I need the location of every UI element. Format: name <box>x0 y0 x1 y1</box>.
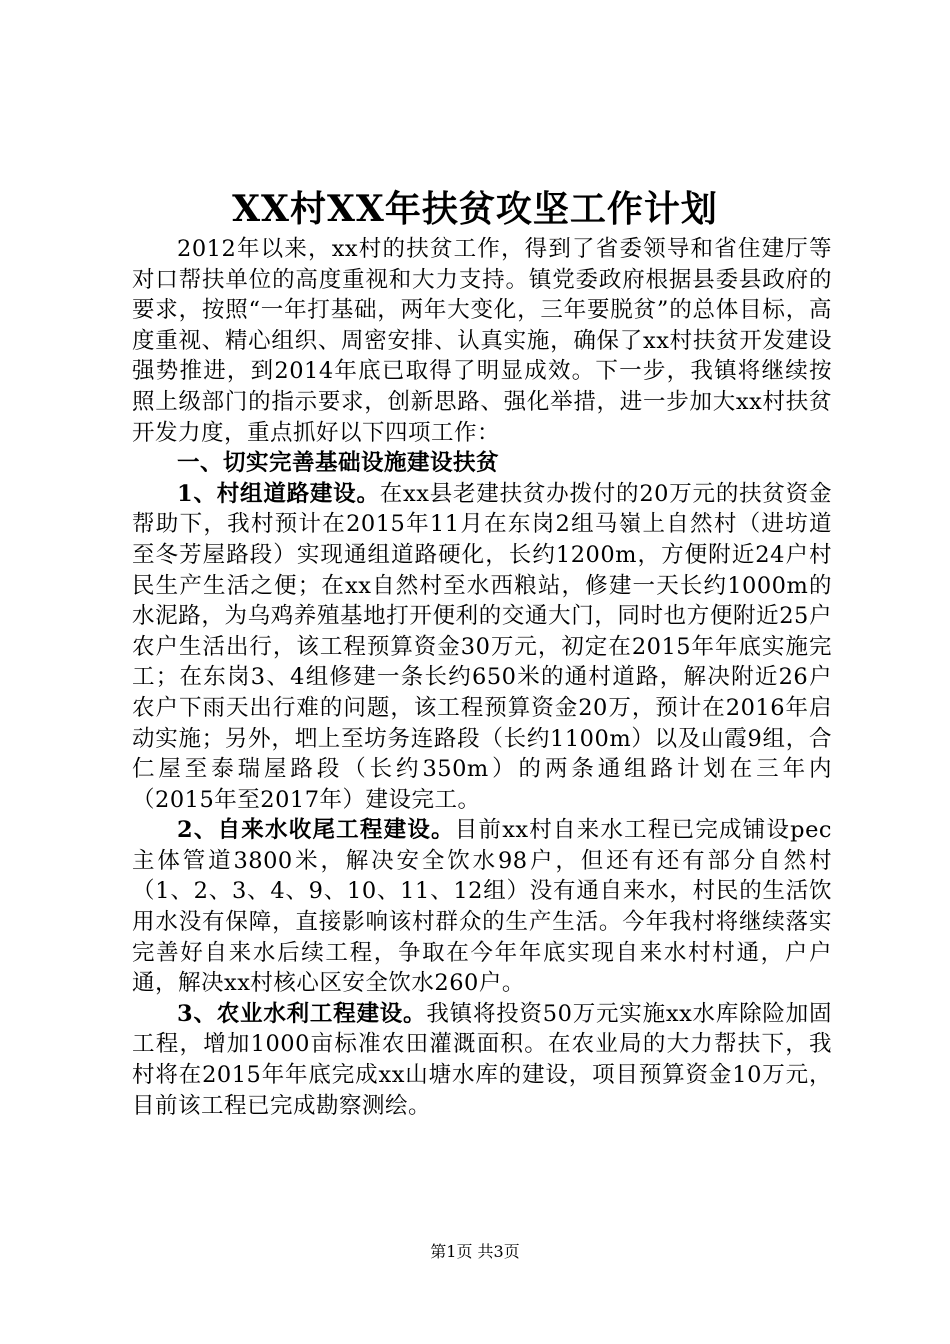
item-heading-2: 2、自来水收尾工程建设。 <box>177 817 455 844</box>
item-paragraph-3 <box>132 999 832 1121</box>
intro-paragraph: 2012年以来，xx村的扶贫工作，得到了省委领导和省住建厅等对口帮扶单位的高度重视和大力支持。镇党委政府根据县委县政府的要求，按照“一年打基础，两年大变化，三年要脱贫”的总体目标，高度重视、精心组织、周密安排、认真实施，确保了xx村扶贫开发建设强势推进，到2014年底已取得了明显成效。下一步，我镇将继续按照上级部门的指示要求，创新思路、强化举措，进一步加大xx村扶贫开发力度，重点抓好以下四项工作： <box>132 236 832 446</box>
section-heading: 一、切实完善基础设施建设扶贫 <box>177 450 500 477</box>
item-paragraph-1 <box>132 479 832 816</box>
document-body <box>132 234 832 1121</box>
page-footer: 第1页 共3页 <box>430 1242 520 1261</box>
item-text-2: 目前xx村自来水工程已完成铺设pec主体管道3800米，解决安全饮水98户，但还有还有部分自然村（1、2、3、4、9、10、11、12组）没有通自来水，村民的生活饮用水没有保障，直接影响该村群众的生产生活。今年我村将继续落实完善好自来水后续工程，争取在今年年底实现自来水村村通，户户通，解决xx村核心区安全饮水260户。 <box>132 817 833 997</box>
item-heading-3: 3、农业水利工程建设。 <box>177 1000 427 1027</box>
item-text-1: 在xx县老建扶贫办拨付的20万元的扶贫资金帮助下，我村预计在2015年11月在东岗2组马嶺上自然村（进坊道至冬芳屋路段）实现通组道路硬化，长约1200m，方便附近24户村民生产生活之便；在xx自然村至水西粮站，修建一天长约1000m的水泥路，为乌鸡养殖基地打开便利的交通大门，同时也方便附近25户农户生活出行，该工程预算资金30万元，初定在2015年年底实施完工；在东岗3、4组修建一条长约650米的通村道路，解决附近26户农户下雨天出行难的问题，该工程预算资金20万，预计在2016年启动实施；另外，垇上至坊务连路段（长约1100m）以及山霞9组，合仁屋至泰瑞屋路段（长约350m）的两条通组路计划在三年内（2015年至2017年）建设完工。 <box>132 480 832 813</box>
item-heading-1: 1、村组道路建设。 <box>177 480 380 507</box>
item-text-3: 我镇将投资50万元实施xx水库除险加固工程，增加1000亩标准农田灌溉面积。在农业局的大力帮扶下，我村将在2015年年底完成xx山塘水库的建设，项目预算资金10万元，目前该工程已完成勘察测绘。 <box>132 1000 833 1119</box>
document-title: XX村XX年扶贫攻坚工作计划 <box>232 188 718 230</box>
item-paragraph-2 <box>132 815 832 999</box>
